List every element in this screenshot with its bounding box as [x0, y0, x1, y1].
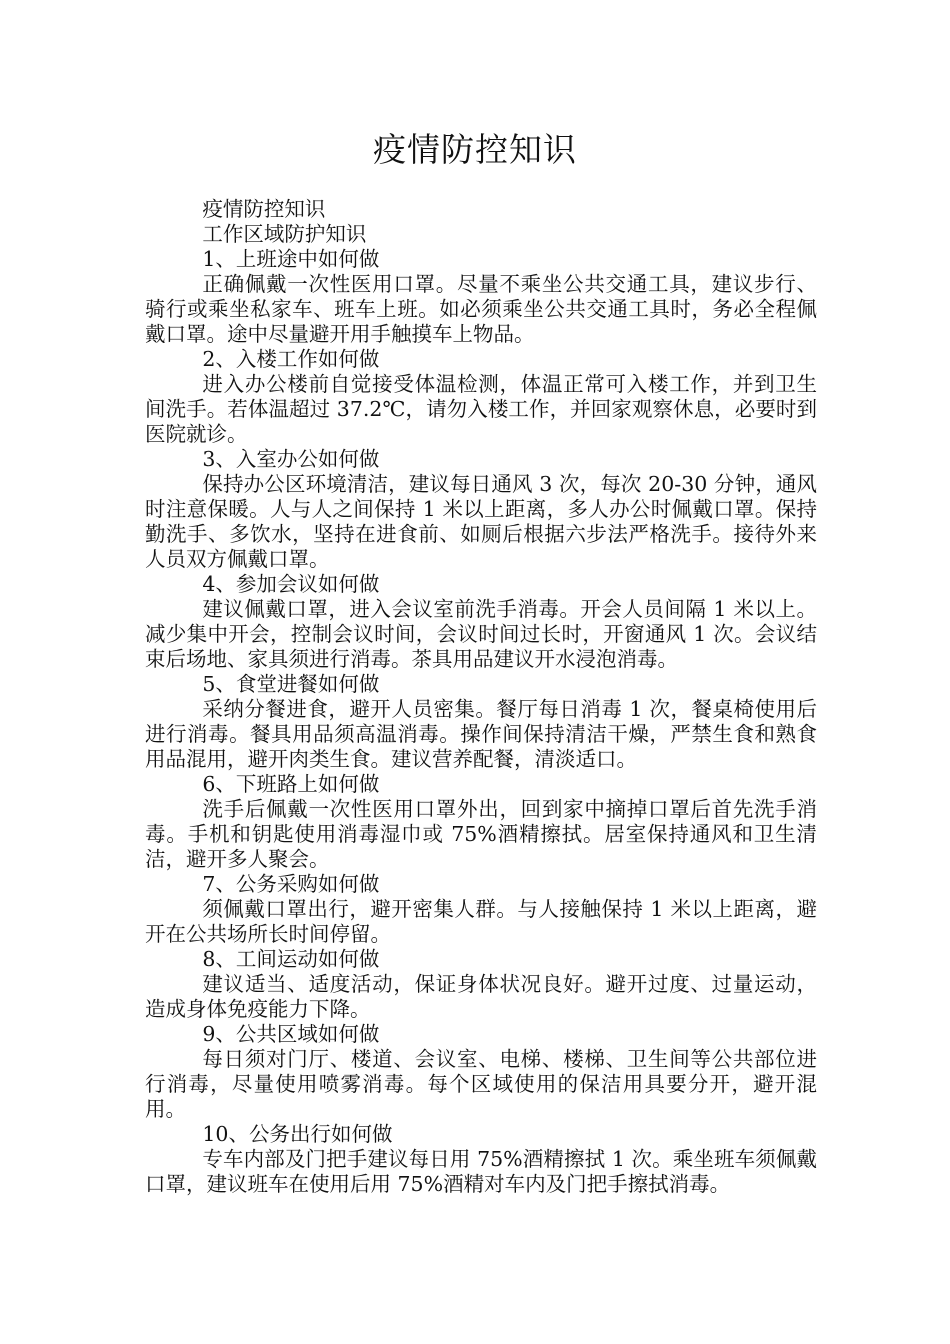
heading-item-5: 5、食堂进餐如何做: [202, 672, 380, 696]
paragraph-item-10: 专车内部及门把手建议每日用 75%酒精擦拭 1 次。乘坐班车须佩戴口罩，建议班车在使用后用 75%酒精对车内及门把手擦拭消毒。: [145, 1147, 817, 1196]
heading-item-3: 3、入室办公如何做: [202, 447, 380, 471]
paragraph-item-9: 每日须对门厅、楼道、会议室、电梯、楼梯、卫生间等公共部位进行消毒，尽量使用喷雾消毒。每个区域使用的保洁用具要分开，避开混用。: [145, 1047, 817, 1121]
paragraph-item-3: 保持办公区环境清洁，建议每日通风 3 次，每次 20-30 分钟，通风时注意保暖。人与人之间保持 1 米以上距离，多人办公时佩戴口罩。保持勤洗手、多饮水，坚持在进食前、如厕后根据六步法严格洗手。接待外来人员双方佩戴口罩。: [145, 472, 817, 571]
heading-item-2: 2、入楼工作如何做: [202, 347, 380, 371]
paragraph-item-5: 采纳分餐进食，避开人员密集。餐厅每日消毒 1 次，餐桌椅使用后进行消毒。餐具用品须高温消毒。操作间保持清洁干燥，严禁生食和熟食用品混用，避开肉类生食。建议营养配餐，清淡适口。: [145, 697, 817, 771]
document-title: 疫情防控知识: [373, 130, 577, 169]
heading-item-4: 4、参加会议如何做: [202, 572, 380, 596]
heading-item-10: 10、公务出行如何做: [202, 1122, 393, 1146]
paragraph-item-7: 须佩戴口罩出行，避开密集人群。与人接触保持 1 米以上距离，避开在公共场所长时间停留。: [145, 897, 817, 946]
heading-item-1: 1、上班途中如何做: [202, 247, 380, 271]
heading-item-9: 9、公共区域如何做: [202, 1022, 380, 1046]
paragraph-item-8: 建议适当、适度活动，保证身体状况良好。避开过度、过量运动，造成身体免疫能力下降。: [145, 972, 817, 1021]
heading-item-8: 8、工间运动如何做: [202, 947, 380, 971]
heading-item-6: 6、下班路上如何做: [202, 772, 380, 796]
document-body: [145, 197, 817, 1197]
paragraph-item-6: 洗手后佩戴一次性医用口罩外出，回到家中摘掉口罩后首先洗手消毒。手机和钥匙使用消毒湿巾或 75%酒精擦拭。居室保持通风和卫生清洁，避开多人聚会。: [145, 797, 817, 871]
paragraph-doc-subtitle: 疫情防控知识: [202, 197, 326, 221]
paragraph-item-1: 正确佩戴一次性医用口罩。尽量不乘坐公共交通工具，建议步行、骑行或乘坐私家车、班车上班。如必须乘坐公共交通工具时，务必全程佩戴口罩。途中尽量避开用手触摸车上物品。: [145, 272, 817, 346]
paragraph-section-title: 工作区域防护知识: [202, 222, 367, 246]
heading-item-7: 7、公务采购如何做: [202, 872, 380, 896]
paragraph-item-4: 建议佩戴口罩，进入会议室前洗手消毒。开会人员间隔 1 米以上。减少集中开会，控制会议时间，会议时间过长时，开窗通风 1 次。会议结束后场地、家具须进行消毒。茶具用品建议开水浸泡消毒。: [145, 597, 817, 671]
paragraph-item-2: 进入办公楼前自觉接受体温检测，体温正常可入楼工作，并到卫生间洗手。若体温超过 37.2℃，请勿入楼工作，并回家观察休息，必要时到医院就诊。: [145, 372, 817, 446]
